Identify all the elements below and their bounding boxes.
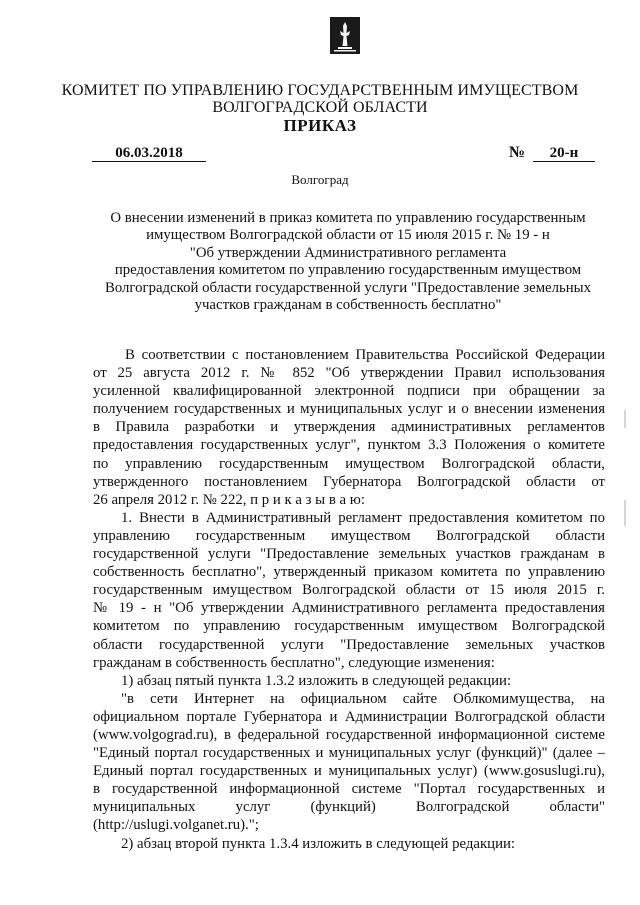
body-line: "в сети Интернет на официальном сайте Облкомимущества, на	[121, 690, 605, 707]
issue-city: Волгоград	[291, 172, 349, 187]
body-line: официальном портале Губернатора и Администрации Волгоградской области	[93, 708, 605, 725]
subject-line: участков гражданам в собственность бесплатно"	[194, 297, 502, 314]
body-line: 1) абзац пятый пункта 1.3.2 изложить в следующей редакции:	[121, 672, 512, 689]
document-type-title: ПРИКАЗ	[283, 116, 357, 135]
body-line: 1. Внести в Административный регламент предоставления комитетом по	[121, 509, 605, 526]
subject-line: О внесении изменений в приказ комитета по управлению государственным	[110, 210, 586, 226]
committee-name-line-1: КОМИТЕТ ПО УПРАВЛЕНИЮ ГОСУДАРСТВЕННЫМ ИМУЩЕСТВОМ	[61, 82, 579, 99]
body-line: муниципальных услуг (функций) Волгоградской области"	[93, 799, 605, 816]
body-line: Единый портал государственных и муниципальных услуг) (www.gosuslugi.ru),	[93, 763, 605, 780]
body-line: "Единый портал государственных и муниципальных услуг (функций)" (далее –	[93, 745, 605, 762]
body-line: утвержденного постановлением Губернатора Волгоградской области от	[93, 473, 605, 490]
order-date: 06.03.2018	[92, 145, 206, 162]
subject-line: предоставления комитетом по управлению государственным имуществом	[114, 262, 582, 279]
body-line: 2) абзац второй пункта 1.3.4 изложить в следующей редакции:	[121, 835, 516, 852]
body-line: государственной услуги "Предоставление земельных участков гражданам в	[93, 546, 605, 563]
body-line: государственным имуществом Волгоградской области от 15 июля 2015 г.	[93, 582, 605, 599]
body-line: в Правила разработки и утверждения административных регламентов	[93, 419, 605, 436]
body-line: области государственной услуги "Предоставление земельных участков	[93, 636, 605, 653]
body-line: № 19 - н "Об утверждении Административного регламента предоставления	[93, 600, 605, 617]
body-line: управлению государственным имуществом Волгоградской области	[93, 527, 605, 544]
body-line: 26 апреля 2012 г. № 222, п р и к а з ы в а ю:	[93, 491, 365, 508]
body-line: гражданам в собственность бесплатно", следующие изменения:	[93, 654, 495, 671]
body-line: (http://uslugi.volganet.ru).";	[93, 817, 259, 834]
coat-of-arms-emblem-icon	[330, 17, 360, 54]
body-line: комитетом по управлению государственным имуществом Волгоградской	[93, 618, 605, 635]
body-line: по управлению государственным имуществом Волгоградской области,	[93, 455, 605, 472]
body-line: получением государственных и муниципальных услуг и о внесении изменения	[93, 401, 605, 418]
body-line: усиленной квалифицированной электронной подписи при обращении за	[93, 383, 605, 400]
scan-binding-mark	[624, 410, 626, 428]
body-line: от 25 августа 2012 г. № 852 "Об утверждении Правил использования	[93, 365, 605, 382]
body-line: В соответствии с постановлением Правительства Российской Федерации	[125, 347, 605, 363]
subject-line: "Об утверждении Административного регламента	[189, 244, 507, 261]
subject-line: имуществом Волгоградской области от 15 июля 2015 г. № 19 - н	[146, 227, 550, 244]
order-number: 20-н	[533, 145, 595, 162]
subject-line: Волгоградской области государственной услуги "Предоставление земельных	[104, 279, 592, 296]
body-line: собственность бесплатно", утвержденный приказом комитета по управлению	[93, 564, 605, 581]
body-line: предоставления государственных услуг", пунктом 3.3 Положения о комитете	[93, 437, 605, 454]
order-subject	[88, 210, 608, 314]
order-body-text	[93, 346, 605, 853]
body-line: в государственной информационной системе "Портал государственных и	[93, 781, 605, 798]
body-line: (www.volgograd.ru), в федеральной государственной информационной системе	[93, 726, 605, 743]
committee-name-line-2: ВОЛГОГРАДСКОЙ ОБЛАСТИ	[212, 99, 428, 116]
order-number-label: №	[509, 144, 526, 161]
scan-binding-mark	[624, 500, 626, 526]
emblem-graphic	[330, 17, 360, 54]
